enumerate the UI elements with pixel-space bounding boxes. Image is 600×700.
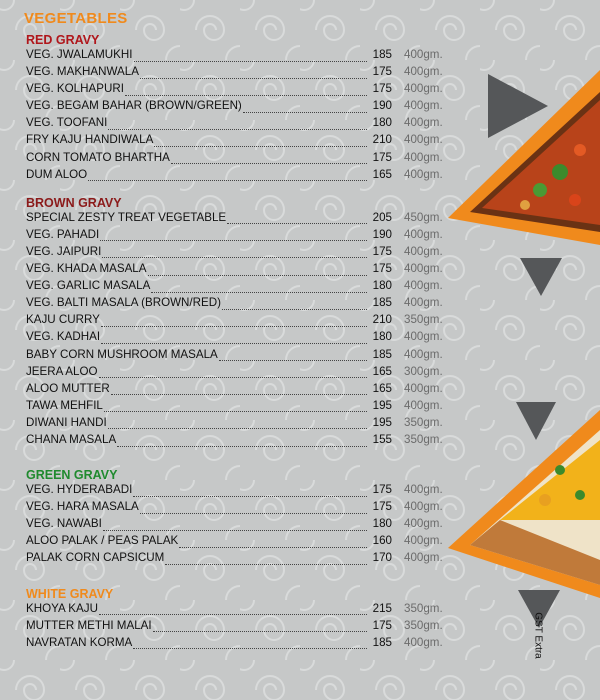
item-price: 180 bbox=[372, 330, 392, 344]
item-name: PALAK CORN CAPSICUM bbox=[26, 551, 165, 565]
menu-item bbox=[26, 48, 446, 65]
item-quantity: 350gm. bbox=[404, 618, 443, 632]
item-quantity: 400gm. bbox=[404, 483, 443, 497]
dot-leader bbox=[140, 504, 367, 514]
item-price: 210 bbox=[372, 313, 392, 327]
item-price: 190 bbox=[372, 99, 392, 113]
item-name: VEG. KHADA MASALA bbox=[26, 262, 147, 276]
item-name: VEG. JWALAMUKHI bbox=[26, 48, 133, 61]
dot-leader bbox=[88, 171, 367, 181]
section-title: RED GRAVY bbox=[26, 33, 100, 47]
item-price: 175 bbox=[372, 618, 392, 632]
item-quantity: 400gm. bbox=[404, 296, 443, 310]
item-price: 175 bbox=[372, 244, 392, 258]
item-quantity: 400gm. bbox=[404, 279, 443, 293]
item-price: 195 bbox=[372, 415, 392, 429]
item-name: ALOO MUTTER bbox=[26, 381, 110, 395]
item-price: 175 bbox=[372, 262, 392, 276]
item-price: 180 bbox=[372, 116, 392, 130]
dark-triangle-icon-3 bbox=[516, 402, 556, 440]
item-name: KAJU CURRY bbox=[26, 313, 100, 327]
dot-leader bbox=[151, 283, 367, 293]
dot-leader bbox=[117, 437, 367, 447]
item-price: 210 bbox=[372, 133, 392, 147]
item-name: MUTTER METHI MALAI bbox=[26, 618, 152, 632]
dot-leader bbox=[125, 86, 367, 96]
menu-item bbox=[26, 517, 446, 534]
dark-triangle-icon bbox=[488, 74, 548, 138]
dot-leader bbox=[100, 231, 367, 241]
item-quantity: 400gm. bbox=[404, 82, 443, 96]
menu-item bbox=[26, 313, 446, 330]
menu-item bbox=[26, 296, 446, 313]
item-quantity: 400gm. bbox=[404, 65, 443, 79]
item-quantity: 350gm. bbox=[404, 601, 443, 615]
dot-leader bbox=[101, 334, 367, 344]
section-green-gravy bbox=[26, 467, 446, 568]
item-name: CHANA MASALA bbox=[26, 432, 117, 446]
item-name: VEG. BEGAM BAHAR (BROWN/GREEN) bbox=[26, 99, 242, 113]
section-title: WHITE GRAVY bbox=[26, 586, 114, 601]
item-price: 165 bbox=[372, 364, 392, 378]
item-name: DIWANI HANDI bbox=[26, 415, 107, 429]
item-quantity: 400gm. bbox=[404, 116, 443, 130]
section-title: GREEN GRAVY bbox=[26, 468, 118, 483]
dot-leader bbox=[102, 248, 367, 258]
item-quantity: 400gm. bbox=[404, 500, 443, 514]
dot-leader bbox=[103, 521, 367, 531]
item-name: ALOO PALAK / PEAS PALAK bbox=[26, 534, 179, 548]
item-quantity: 400gm. bbox=[404, 534, 443, 548]
item-quantity: 400gm. bbox=[404, 244, 443, 258]
item-quantity: 400gm. bbox=[404, 167, 443, 181]
menu-item bbox=[26, 133, 446, 150]
item-price: 170 bbox=[372, 551, 392, 565]
menu-item bbox=[26, 330, 446, 347]
item-name: VEG. TOOFANI bbox=[26, 116, 108, 130]
menu-item bbox=[26, 211, 446, 228]
section-red-gravy bbox=[26, 32, 446, 185]
item-price: 175 bbox=[372, 150, 392, 164]
menu-item bbox=[26, 279, 446, 296]
menu-content bbox=[26, 10, 446, 653]
item-price: 185 bbox=[372, 347, 392, 361]
menu-item bbox=[26, 82, 446, 99]
item-price: 185 bbox=[372, 635, 392, 649]
menu-item bbox=[26, 551, 446, 568]
dot-leader bbox=[101, 317, 367, 327]
item-quantity: 400gm. bbox=[404, 150, 443, 164]
item-name: VEG. BALTI MASALA (BROWN/RED) bbox=[26, 296, 221, 310]
dot-leader bbox=[154, 137, 367, 147]
item-quantity: 400gm. bbox=[404, 347, 443, 361]
menu-item bbox=[26, 365, 446, 382]
item-name: VEG. NAWABI bbox=[26, 517, 102, 531]
dot-leader bbox=[140, 69, 367, 79]
dot-leader bbox=[165, 555, 367, 565]
dot-leader bbox=[222, 300, 367, 310]
section-brown-gravy bbox=[26, 195, 446, 450]
menu-item bbox=[26, 228, 446, 245]
item-name: SPECIAL ZESTY TREAT VEGETABLE bbox=[26, 210, 227, 224]
menu-item bbox=[26, 433, 446, 450]
item-name: BABY CORN MUSHROOM MASALA bbox=[26, 347, 218, 361]
dot-leader bbox=[99, 605, 367, 615]
menu-item bbox=[26, 168, 446, 185]
dark-triangle-icon-2 bbox=[520, 258, 562, 296]
dot-leader bbox=[133, 487, 367, 497]
dot-leader bbox=[243, 103, 367, 113]
item-price: 180 bbox=[372, 279, 392, 293]
menu-item bbox=[26, 262, 446, 279]
item-quantity: 400gm. bbox=[404, 381, 443, 395]
dot-leader bbox=[104, 402, 367, 412]
item-price: 185 bbox=[372, 48, 392, 61]
item-quantity: 400gm. bbox=[404, 551, 443, 565]
dot-leader bbox=[133, 639, 367, 649]
section-white-gravy bbox=[26, 586, 446, 653]
menu-item bbox=[26, 534, 446, 551]
menu-item bbox=[26, 99, 446, 116]
item-price: 175 bbox=[372, 65, 392, 79]
item-quantity: 400gm. bbox=[404, 48, 443, 61]
item-name: JEERA ALOO bbox=[26, 364, 98, 378]
section-title: BROWN GRAVY bbox=[26, 195, 122, 210]
item-name: VEG. HYDERABADI bbox=[26, 483, 133, 497]
item-price: 215 bbox=[372, 601, 392, 615]
item-price: 190 bbox=[372, 227, 392, 241]
item-quantity: 350gm. bbox=[404, 313, 443, 327]
item-quantity: 400gm. bbox=[404, 99, 443, 113]
item-quantity: 300gm. bbox=[404, 364, 443, 378]
item-price: 155 bbox=[372, 432, 392, 446]
dot-leader bbox=[111, 385, 367, 395]
dot-leader bbox=[179, 538, 367, 548]
item-quantity: 400gm. bbox=[404, 262, 443, 276]
item-name: CORN TOMATO BHARTHA bbox=[26, 150, 170, 164]
menu-item bbox=[26, 399, 446, 416]
item-price: 175 bbox=[372, 500, 392, 514]
menu-item bbox=[26, 116, 446, 133]
item-price: 205 bbox=[372, 210, 392, 224]
gst-extra-text: GST Extra bbox=[532, 612, 544, 659]
item-name: VEG. KOLHAPURI bbox=[26, 82, 124, 96]
dot-leader bbox=[153, 622, 367, 632]
item-price: 195 bbox=[372, 398, 392, 412]
menu-item bbox=[26, 151, 446, 168]
dot-leader bbox=[171, 154, 367, 164]
dot-leader bbox=[134, 52, 367, 62]
item-price: 185 bbox=[372, 296, 392, 310]
item-quantity: 400gm. bbox=[404, 227, 443, 241]
item-quantity: 400gm. bbox=[404, 517, 443, 531]
item-name: NAVRATAN KORMA bbox=[26, 635, 133, 649]
item-price: 165 bbox=[372, 381, 392, 395]
item-name: VEG. HARA MASALA bbox=[26, 500, 139, 514]
gst-note bbox=[528, 608, 548, 668]
item-quantity: 350gm. bbox=[404, 415, 443, 429]
menu-item bbox=[26, 382, 446, 399]
item-name: VEG. MAKHANWALA bbox=[26, 65, 139, 79]
menu-item bbox=[26, 348, 446, 365]
menu-item bbox=[26, 245, 446, 262]
item-price: 180 bbox=[372, 517, 392, 531]
menu-item bbox=[26, 65, 446, 82]
item-quantity: 400gm. bbox=[404, 133, 443, 147]
item-quantity: 450gm. bbox=[404, 210, 443, 224]
item-name: FRY KAJU HANDIWALA bbox=[26, 133, 154, 147]
menu-item bbox=[26, 636, 446, 653]
item-price: 175 bbox=[372, 483, 392, 497]
dot-leader bbox=[108, 419, 367, 429]
dot-leader bbox=[219, 351, 367, 361]
menu-item bbox=[26, 416, 446, 433]
item-quantity: 400gm. bbox=[404, 635, 443, 649]
item-price: 175 bbox=[372, 82, 392, 96]
dot-leader bbox=[148, 266, 368, 276]
item-name: VEG. PAHADI bbox=[26, 227, 100, 241]
menu-item bbox=[26, 483, 446, 500]
item-name: DUM ALOO bbox=[26, 167, 88, 181]
dot-leader bbox=[99, 368, 367, 378]
item-name: VEG. GARLIC MASALA bbox=[26, 279, 151, 293]
item-price: 160 bbox=[372, 534, 392, 548]
item-name: TAWA MEHFIL bbox=[26, 398, 103, 412]
item-quantity: 400gm. bbox=[404, 398, 443, 412]
item-quantity: 350gm. bbox=[404, 432, 443, 446]
page-title: VEGETABLES bbox=[24, 10, 128, 27]
item-name: VEG. KADHAI bbox=[26, 330, 101, 344]
item-name: KHOYA KAJU bbox=[26, 601, 98, 615]
menu-item bbox=[26, 500, 446, 517]
menu-item bbox=[26, 602, 446, 619]
item-price: 165 bbox=[372, 167, 392, 181]
item-quantity: 400gm. bbox=[404, 330, 443, 344]
item-name: VEG. JAIPURI bbox=[26, 244, 102, 258]
menu-item bbox=[26, 619, 446, 636]
dot-leader bbox=[108, 120, 367, 130]
dot-leader bbox=[227, 214, 367, 224]
